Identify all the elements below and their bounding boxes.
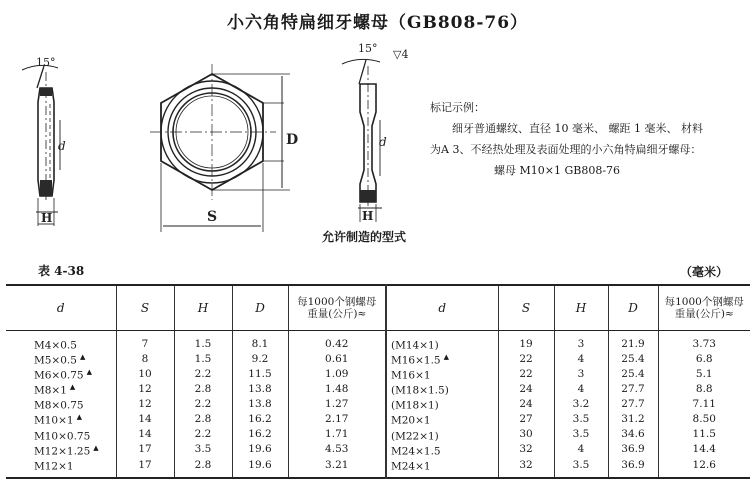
table-title: 表 4-38 xyxy=(38,264,85,278)
dim-label-H-right: H xyxy=(362,209,374,223)
page-title: 小六角特扁细牙螺母（GB808-76） xyxy=(226,13,529,33)
dim-label-H-left: H xyxy=(41,211,53,225)
header-d-2: d xyxy=(386,285,498,331)
header-S: S xyxy=(116,285,174,331)
table-row: M10×0.75 14 2.2 16.2 1.71 (M22×1) 30 3.5 34.6 11.5 xyxy=(6,428,750,443)
table-row: M6×0.75 ▲ 10 2.2 11.5 1.09 M16×1 22 3 25.4 5.1 xyxy=(6,367,750,382)
preferred-marker: ▲ xyxy=(443,353,449,362)
marking-example-heading: 标记示例： xyxy=(430,101,485,114)
table-row: M12×1.25 ▲ 17 3.5 19.6 4.53 M24×1.5 32 4 36.9 14.4 xyxy=(6,443,750,458)
side-view-left xyxy=(22,65,60,226)
table-row: M12×1 17 2.8 19.6 3.21 M24×1 32 3.5 36.9 12.6 xyxy=(6,458,750,478)
figure-caption: 允许制造的型式 xyxy=(322,230,407,244)
table-row: M8×1 ▲ 12 2.8 13.8 1.48 (M18×1.5) 24 4 27.7 8.8 xyxy=(6,382,750,397)
header-H: H xyxy=(174,285,232,331)
angle-label-left: 15° xyxy=(36,56,56,69)
preferred-marker: ▲ xyxy=(93,443,99,452)
header-S-2: S xyxy=(498,285,554,331)
roughness-symbol: ▽4 xyxy=(393,48,409,61)
table-row: M5×0.5 ▲ 8 1.5 9.2 0.61 M16×1.5 ▲ 22 4 25.4 6.8 xyxy=(6,352,750,367)
table-header-row xyxy=(6,285,750,331)
marking-example-line-1: 细牙普通螺纹、直径 10 毫米、 螺距 1 毫米、 材料 xyxy=(452,122,703,135)
preferred-marker: ▲ xyxy=(76,413,82,422)
preferred-marker: ▲ xyxy=(86,368,92,377)
side-view-right xyxy=(342,59,382,222)
marking-example-line-3: 螺母 M10×1 GB808-76 xyxy=(494,164,621,177)
preferred-marker: ▲ xyxy=(79,353,86,362)
dim-label-D: D xyxy=(286,132,299,148)
header-D-2: D xyxy=(608,285,658,331)
dim-label-d-left: d xyxy=(58,139,66,153)
header-d: d xyxy=(6,285,116,331)
table-row: M8×0.75 12 2.2 13.8 1.27 (M18×1) 24 3.2 27.7 7.11 xyxy=(6,397,750,412)
marking-example-line-2: 为A 3、不经热处理及表面处理的小六角特扁细牙螺母： xyxy=(430,143,702,156)
header-weight: 每1000个钢螺母 重量(公斤)≈ xyxy=(288,285,386,331)
dim-label-S: S xyxy=(207,209,218,225)
table-unit: （毫米） xyxy=(680,265,729,279)
table-row: M10×1 ▲ 14 2.8 16.2 2.17 M20×1 27 3.5 31.2 8.50 xyxy=(6,412,750,427)
dim-label-d-right: d xyxy=(379,135,387,149)
header-weight-2: 每1000个钢螺母 重量(公斤)≈ xyxy=(658,285,750,331)
header-D: D xyxy=(232,285,288,331)
angle-label-right: 15° xyxy=(358,42,378,55)
preferred-marker: ▲ xyxy=(69,383,76,392)
table-row: M4×0.5 7 1.5 8.1 0.42 (M14×1) 19 3 21.9 3.73 xyxy=(6,331,750,353)
spec-table xyxy=(6,284,750,479)
header-H-2: H xyxy=(554,285,608,331)
front-view-hexagon xyxy=(150,64,290,232)
